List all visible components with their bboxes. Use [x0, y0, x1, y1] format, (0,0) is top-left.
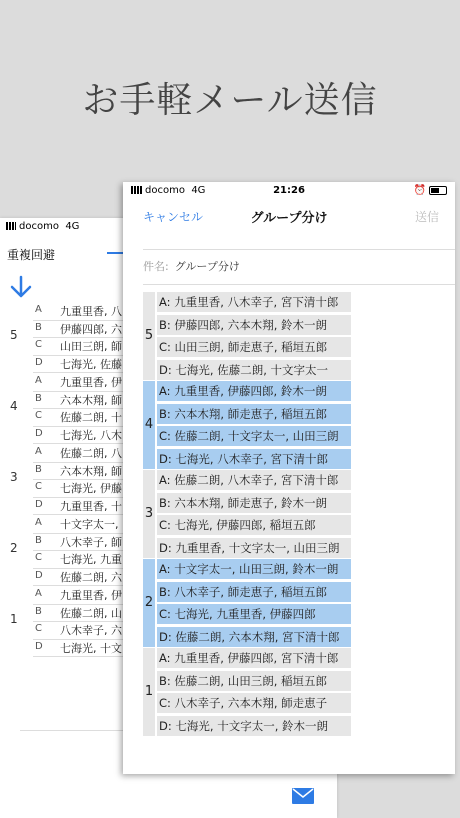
signal-icon — [6, 222, 16, 230]
row-members: 佐藤二朗, 八 — [60, 447, 122, 460]
front-group-row: B: 六本木翔, 師走恵子, 鈴木一朗 — [157, 493, 351, 513]
front-group-row: D: 七海光, 佐藤二朗, 十文字太一 — [157, 360, 351, 380]
front-group-row: D: 七海光, 十文字太一, 鈴木一朗 — [157, 716, 351, 736]
row-members: 佐藤二朗, 山 — [60, 606, 122, 620]
front-group-row: D: 七海光, 八木幸子, 宮下清十郎 — [157, 449, 351, 469]
row-key: D — [35, 427, 43, 439]
front-group-row: A: 十文字太一, 山田三朗, 鈴木一朗 — [157, 559, 351, 579]
front-group-row: C: 八木幸子, 六本木翔, 師走恵子 — [157, 693, 351, 713]
front-group[interactable] — [143, 648, 351, 737]
row-members: 山田三朗, 師 — [60, 340, 122, 353]
group-number: 4 — [143, 381, 155, 469]
group-number: 2 — [10, 541, 18, 555]
row-key: D — [35, 356, 43, 368]
front-group[interactable] — [143, 381, 351, 470]
row-members: 九重里香, 十 — [60, 499, 122, 513]
group-number: 3 — [143, 470, 155, 558]
front-group-row: B: 八木幸子, 師走恵子, 稲垣五郎 — [157, 582, 351, 602]
row-members: 八木幸子, 師 — [60, 535, 122, 549]
group-number: 4 — [10, 399, 18, 413]
group-number: 5 — [10, 328, 18, 342]
mail-icon[interactable] — [292, 788, 314, 804]
row-key: B — [35, 605, 42, 617]
front-group-row: A: 佐藤二朗, 八木幸子, 宮下清十郎 — [157, 470, 351, 490]
front-group-row: B: 佐藤二朗, 山田三朗, 稲垣五郎 — [157, 671, 351, 691]
status-time: 21:26 — [273, 185, 305, 196]
row-members: 七海光, 九重 — [60, 553, 122, 566]
front-group-row: A: 九重里香, 伊藤四郎, 鈴木一朗 — [157, 381, 351, 401]
subject-field[interactable] — [143, 258, 240, 274]
row-members: 九重里香, 八 — [60, 305, 122, 318]
row-members: 六本木翔, 師 — [60, 464, 122, 478]
group-number: 1 — [143, 648, 155, 736]
nav-bar — [123, 200, 455, 232]
row-key: C — [35, 481, 42, 492]
row-key: B — [35, 534, 42, 546]
front-group-row: B: 六本木翔, 師走恵子, 稲垣五郎 — [157, 404, 351, 424]
row-members: 九重里香, 伊 — [60, 589, 122, 602]
row-members: 七海光, 佐藤 — [60, 357, 122, 371]
front-group-row: D: 九重里香, 十文字太一, 山田三朗 — [157, 538, 351, 558]
row-key: A — [35, 517, 42, 528]
front-status-bar — [123, 182, 455, 200]
nav-title: グループ分け — [250, 211, 328, 226]
front-group-row: D: 佐藤二朗, 六本木翔, 宮下清十郎 — [157, 627, 351, 647]
subject-label: 件名: — [143, 260, 169, 273]
group-number: 5 — [143, 292, 155, 380]
row-members: 七海光, 十文 — [60, 641, 122, 655]
front-group-row: C: 山田三朗, 師走恵子, 稲垣五郎 — [157, 337, 351, 357]
row-key: D — [35, 640, 43, 652]
send-button[interactable]: 送信 — [414, 210, 439, 224]
group-number: 3 — [10, 470, 18, 484]
cancel-button[interactable]: キャンセル — [143, 210, 204, 224]
back-title: 重複回避 — [7, 248, 56, 262]
row-key: A — [35, 304, 42, 315]
arrow-down-icon[interactable] — [8, 274, 34, 300]
front-group-row: A: 九重里香, 八木幸子, 宮下清十郎 — [157, 292, 351, 312]
front-group-row: C: 佐藤二朗, 十文字太一, 山田三朗 — [157, 426, 351, 446]
row-key: D — [35, 569, 43, 581]
row-key: A — [35, 588, 42, 599]
group-number: 2 — [143, 559, 155, 647]
row-key: B — [35, 463, 42, 475]
row-members: 十文字太一, — [60, 518, 119, 531]
front-group[interactable] — [143, 470, 351, 559]
row-members: 八木幸子, 六 — [60, 624, 122, 637]
divider — [143, 284, 455, 285]
headline: お手軽メール送信 — [82, 80, 378, 121]
battery-icon — [429, 186, 447, 195]
row-members: 佐藤二朗, 六 — [60, 570, 122, 584]
front-carrier: docomo — [145, 185, 185, 196]
row-key: B — [35, 321, 42, 333]
front-group-row: C: 七海光, 九重里香, 伊藤四郎 — [157, 604, 351, 624]
row-key: C — [35, 623, 42, 634]
row-members: 九重里香, 伊 — [60, 376, 122, 389]
front-group-row: A: 九重里香, 伊藤四郎, 宮下清十郎 — [157, 648, 351, 668]
divider — [143, 249, 455, 250]
row-key: C — [35, 410, 42, 421]
front-group[interactable] — [143, 292, 351, 381]
front-group-row: B: 伊藤四郎, 六本木翔, 鈴木一朗 — [157, 315, 351, 335]
back-network: 4G — [65, 221, 80, 232]
row-members: 伊藤四郎, 六 — [60, 322, 122, 336]
back-carrier: docomo — [19, 221, 59, 232]
row-members: 七海光, 伊藤 — [60, 482, 122, 495]
row-key: B — [35, 392, 42, 404]
group-number: 1 — [10, 612, 18, 626]
row-members: 七海光, 八木 — [60, 428, 122, 442]
row-key: A — [35, 375, 42, 386]
front-screen — [123, 182, 455, 774]
row-key: A — [35, 446, 42, 457]
front-group[interactable] — [143, 559, 351, 648]
row-key: D — [35, 498, 43, 510]
row-members: 佐藤二朗, 十 — [60, 411, 122, 424]
row-key: C — [35, 339, 42, 350]
row-key: C — [35, 552, 42, 563]
back-status-bar — [6, 221, 79, 232]
alarm-icon: ⏰ — [413, 185, 426, 196]
subject-value: グループ分け — [174, 260, 240, 273]
front-group-list — [143, 292, 351, 737]
row-members: 六本木翔, 師 — [60, 393, 122, 407]
front-network: 4G — [191, 185, 206, 196]
front-group-row: C: 七海光, 伊藤四郎, 稲垣五郎 — [157, 515, 351, 535]
